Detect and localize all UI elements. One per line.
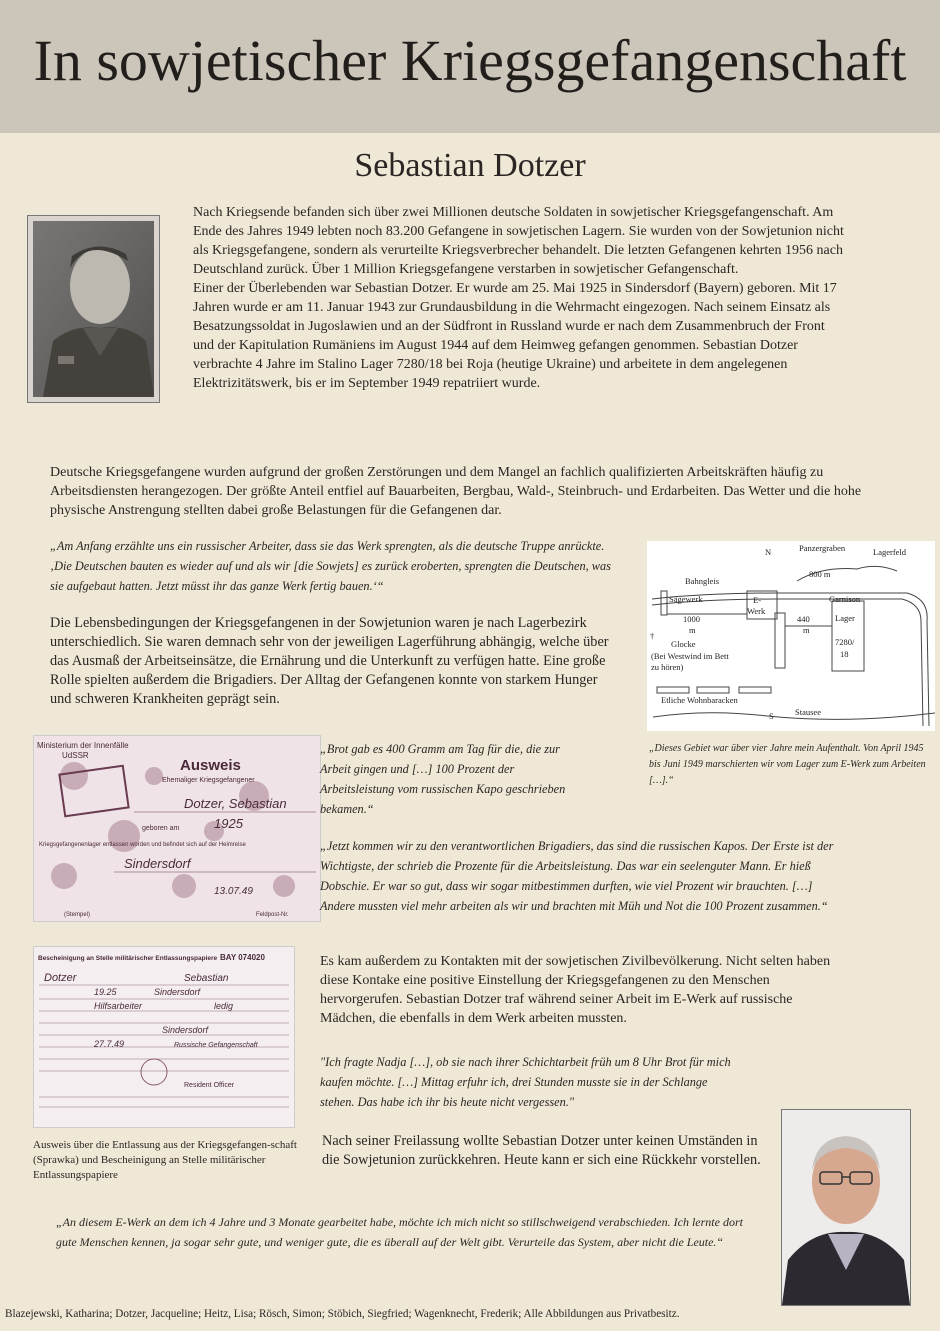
release-paragraph: Nach seiner Freilassung wollte Sebastian Dotzer unter keinen Umständen in die Sowjetunion zurückkehren. Heute kann er sich eine Rückkehr vorstellen. bbox=[322, 1133, 761, 1168]
quote-brigadiers: „Jetzt kommen wir zu den verantwortlichen Brigadiers, das sind die russischen Kapos. Der Erste ist der Wichtigste, der schrieb die Prozente für die Arbeitsleistung. Das war ein seelenguter Mann. Er hieß Dobschie. Er war so gut, dass wir sogar mitbestimmen durften, wie viel Prozent wir brauchten. […] Andere mussten viel mehr arbeiten als wir und brachten mit Müh und Not die 100 Prozent zusammen.“ bbox=[320, 839, 834, 913]
map-westwind-2: zu hören) bbox=[651, 662, 684, 672]
portrait-young-photo bbox=[27, 215, 160, 403]
bescheinigung-document bbox=[33, 946, 295, 1128]
map-glocke: Glocke bbox=[671, 639, 696, 649]
ausweis-footer-left: (Stempel) bbox=[64, 912, 91, 918]
ausweis-footer-right: Feldpost-Nr. bbox=[256, 912, 289, 918]
intro-paragraph-1: Nach Kriegsende befanden sich über zwei Millionen deutsche Soldaten in sowjetischer Kriegsgefangenschaft. Am Ende des Jahres 1949 lebten noch 83.200 Gefangene in sowjetischen Lagern. Sie wurden von der Sowjetunion nicht als Kriegsgefangene, sondern als verurteilte Kriegsverbrecher behandelt. Die letzten Gefangenen kehrten 1956 nach Deutschland zurück. Über 1 Million Kriegsgefangene verstarben in sowjetischer Gefangenschaft. bbox=[193, 205, 844, 277]
ausweis-subtitle: Ehemaliger Kriegsgefangener bbox=[162, 777, 255, 784]
map-wohnbaracken: Etliche Wohnbaracken bbox=[661, 695, 738, 705]
map-bahngleis: Bahngleis bbox=[685, 576, 719, 586]
bescheinigung-lager: Russische Gefangenschaft bbox=[174, 1042, 258, 1049]
bescheinigung-name: Dotzer bbox=[44, 972, 77, 984]
map-440-unit: m bbox=[803, 625, 810, 635]
ausweis-line-text: Kriegsgefangenenlager entlassen worden und befindet sich auf der Heimreise bbox=[39, 842, 246, 848]
map-cross: † bbox=[650, 631, 655, 641]
ausweis-title: Ausweis bbox=[180, 757, 241, 774]
intro-paragraph-2: Einer der Überlebenden war Sebastian Dotzer. Er wurde am 25. Mai 1925 in Sindersdorf (Bayern) geboren. Mit 17 Jahren wurde er am 11. Januar 1943 zur Grundausbildung in die Wehrmacht eingezogen. Nach seinem Einsatz als Besatzungssoldat in Jugoslawien und an der Südfront in Russland wurde er nach dem Zusammenbruch der Front und der Kapitulation Rumäniens im August 1944 auf dem Heimweg gefangen genommen. Sebastian Dotzer verbrachte 4 Jahre im Stalino Lager 7280/18 bei Roja (heutige Ukraine) und arbeitete in dem angelegenen Elektrizitätswerk, bis er im September 1949 repatriiert wurde. bbox=[193, 281, 837, 391]
intro-text bbox=[193, 203, 848, 393]
map-1000-unit: m bbox=[689, 625, 696, 635]
map-1000: 1000 bbox=[683, 614, 700, 624]
ausweis-document bbox=[33, 735, 321, 922]
map-800m: 800 m bbox=[809, 569, 831, 579]
map-lager: Lager bbox=[835, 613, 855, 623]
ausweis-header-1: Ministerium der Innenfälle bbox=[37, 741, 129, 750]
bescheinigung-first-name: Sebastian bbox=[184, 973, 229, 984]
documents-caption: Ausweis über die Entlassung aus der Kriegsgefangen-schaft (Sprawka) und Bescheinigung an Stelle militärischer Entlassungspapiere bbox=[33, 1139, 297, 1181]
quote-nadja: "Ich fragte Nadja […], ob sie nach ihrer Schichtarbeit früh um 8 Uhr Brot für mich kaufen möchte. […] Mittag erfuhr ich, drei Stunden musste sie in der Schlange stehen. Das habe ich ihr bis heute nicht vergessen." bbox=[320, 1055, 731, 1109]
ausweis-drawing bbox=[34, 736, 320, 921]
map-lagerfeld: Lagerfeld bbox=[873, 547, 907, 557]
conditions-paragraph: Die Lebensbedingungen der Kriegsgefangenen in der Sowjetunion waren je nach Lagerbezirk unterschiedlich. Sie waren demnach sehr von der jeweiligen Lagerführung abhängig, welche über das Ausmaß der Arbeitseinsätze, die Ernährung und die Unterkunft zu verfügen hatte. Eine große Rolle spielten außerdem die Brigadiers. Der Alltag der Gefangenen konnte von starkem Hunger und schweren Krankheiten geprägt sein. bbox=[50, 615, 609, 707]
bescheinigung-status: ledig bbox=[214, 1001, 234, 1011]
bescheinigung-code: BAY 074020 bbox=[220, 953, 265, 962]
map-440: 440 bbox=[797, 614, 810, 624]
bescheinigung-born: 19.25 bbox=[94, 987, 117, 997]
bescheinigung-date: 27.7.49 bbox=[94, 1039, 125, 1049]
quote-werk: „Am Anfang erzählte uns ein russischer Arbeiter, dass sie das Werk sprengten, als die deutsche Truppe anrückte. ‚Die Deutschen bauten es wieder auf und als wir [die Sowjets] es zurück eroberten, sprengten die Deutschen, was sie aufgebaut hatten. Jetzt müsst ihr das ganze Werk fertig bauen.‘“ bbox=[50, 539, 611, 593]
map-panzergraben: Panzergraben bbox=[799, 543, 846, 553]
camp-map-drawing bbox=[647, 541, 935, 731]
map-saegewerk: Sägewerk bbox=[669, 594, 703, 604]
portrait-old-photo bbox=[781, 1109, 911, 1306]
quote-brot: „Brot gab es 400 Gramm am Tag für die, die zur Arbeit gingen und […] 100 Prozent der Arbeitsleistung vom russischen Kapo geschrieben bekamen.“ bbox=[320, 742, 566, 816]
bescheinigung-officer: Resident Officer bbox=[184, 1082, 235, 1089]
portrait-young-drawing bbox=[28, 216, 159, 402]
bescheinigung-title: Bescheinigung an Stelle militärischer Entlassungspapiere bbox=[38, 955, 218, 962]
map-ewerk-2: Werk bbox=[747, 606, 766, 616]
ausweis-place: Sindersdorf bbox=[124, 856, 191, 871]
map-south: S bbox=[769, 711, 774, 721]
ausweis-date: 13.07.49 bbox=[214, 886, 253, 897]
credits: Blazejewski, Katharina; Dotzer, Jacqueline; Heitz, Lisa; Rösch, Simon; Stöbich, Siegfried; Wagenknecht, Frederik; Alle Abbildungen aus Privatbesitz. bbox=[5, 1308, 680, 1320]
bescheinigung-occupation: Hilfsarbeiter bbox=[94, 1001, 143, 1011]
map-lager-nr-1: 7280/ bbox=[835, 637, 855, 647]
map-caption: „Dieses Gebiet war über vier Jahre mein Aufenthalt. Von April 1945 bis Juni 1949 marschierten wir vom Lager zum E-Werk zum Arbeiten […].“ bbox=[649, 743, 926, 786]
bescheinigung-place: Sindersdorf bbox=[154, 987, 201, 997]
ausweis-name: Dotzer, Sebastian bbox=[184, 796, 287, 811]
ausweis-born-label: geboren am bbox=[142, 825, 180, 832]
bescheinigung-drawing bbox=[34, 947, 294, 1127]
quote-final: „An diesem E-Werk an dem ich 4 Jahre und 3 Monate gearbeitet habe, möchte ich mich nicht so stillschweigend verabschieden. Ich lernte dort gute Menschen kennen, ja sogar sehr gute, und weniger gute, die es überall auf der Welt gibt. Verurteile das System, aber nicht die Leute.“ bbox=[56, 1215, 743, 1249]
ausweis-year: 1925 bbox=[214, 816, 243, 831]
portrait-old-drawing bbox=[782, 1110, 910, 1305]
map-westwind-1: (Bei Westwind im Bett bbox=[651, 651, 729, 661]
work-paragraph: Deutsche Kriegsgefangene wurden aufgrund der großen Zerstörungen und dem Mangel an fachlich qualifizierten Arbeitskräften häufig zu Arbeitsdiensten herangezogen. Der größte Anteil entfiel auf Bauarbeiten, Bergbau, Wald-, Steinbruch- und Erdarbeiten. Das Wetter und die hohe physische Anstrengung stellten dabei große Belastungen für die Gefangenen dar. bbox=[50, 465, 862, 518]
map-ewerk-1: E- bbox=[753, 595, 762, 605]
page-title: In sowjetischer Kriegsgefangenschaft bbox=[33, 28, 907, 93]
map-lager-nr-2: 18 bbox=[840, 649, 849, 659]
camp-map bbox=[647, 541, 935, 731]
map-stausee: Stausee bbox=[795, 707, 821, 717]
map-north: N bbox=[765, 547, 772, 557]
map-garnison: Garnison bbox=[829, 594, 861, 604]
title-banner bbox=[0, 0, 940, 133]
bescheinigung-address: Sindersdorf bbox=[162, 1025, 209, 1035]
page-subtitle: Sebastian Dotzer bbox=[354, 147, 586, 184]
contacts-paragraph: Es kam außerdem zu Kontakten mit der sowjetischen Zivilbevölkerung. Nicht selten haben diese Kontake eine positive Einstellung der Kriegsgefangenen zu den Menschen hervorgerufen. Sebastian Dotzer traf während seiner Arbeit im E-Werk auf russische Mädchen, die ebenfalls in dem Werk arbeiten mussten. bbox=[320, 954, 831, 1026]
ausweis-header-2: UdSSR bbox=[62, 751, 89, 760]
